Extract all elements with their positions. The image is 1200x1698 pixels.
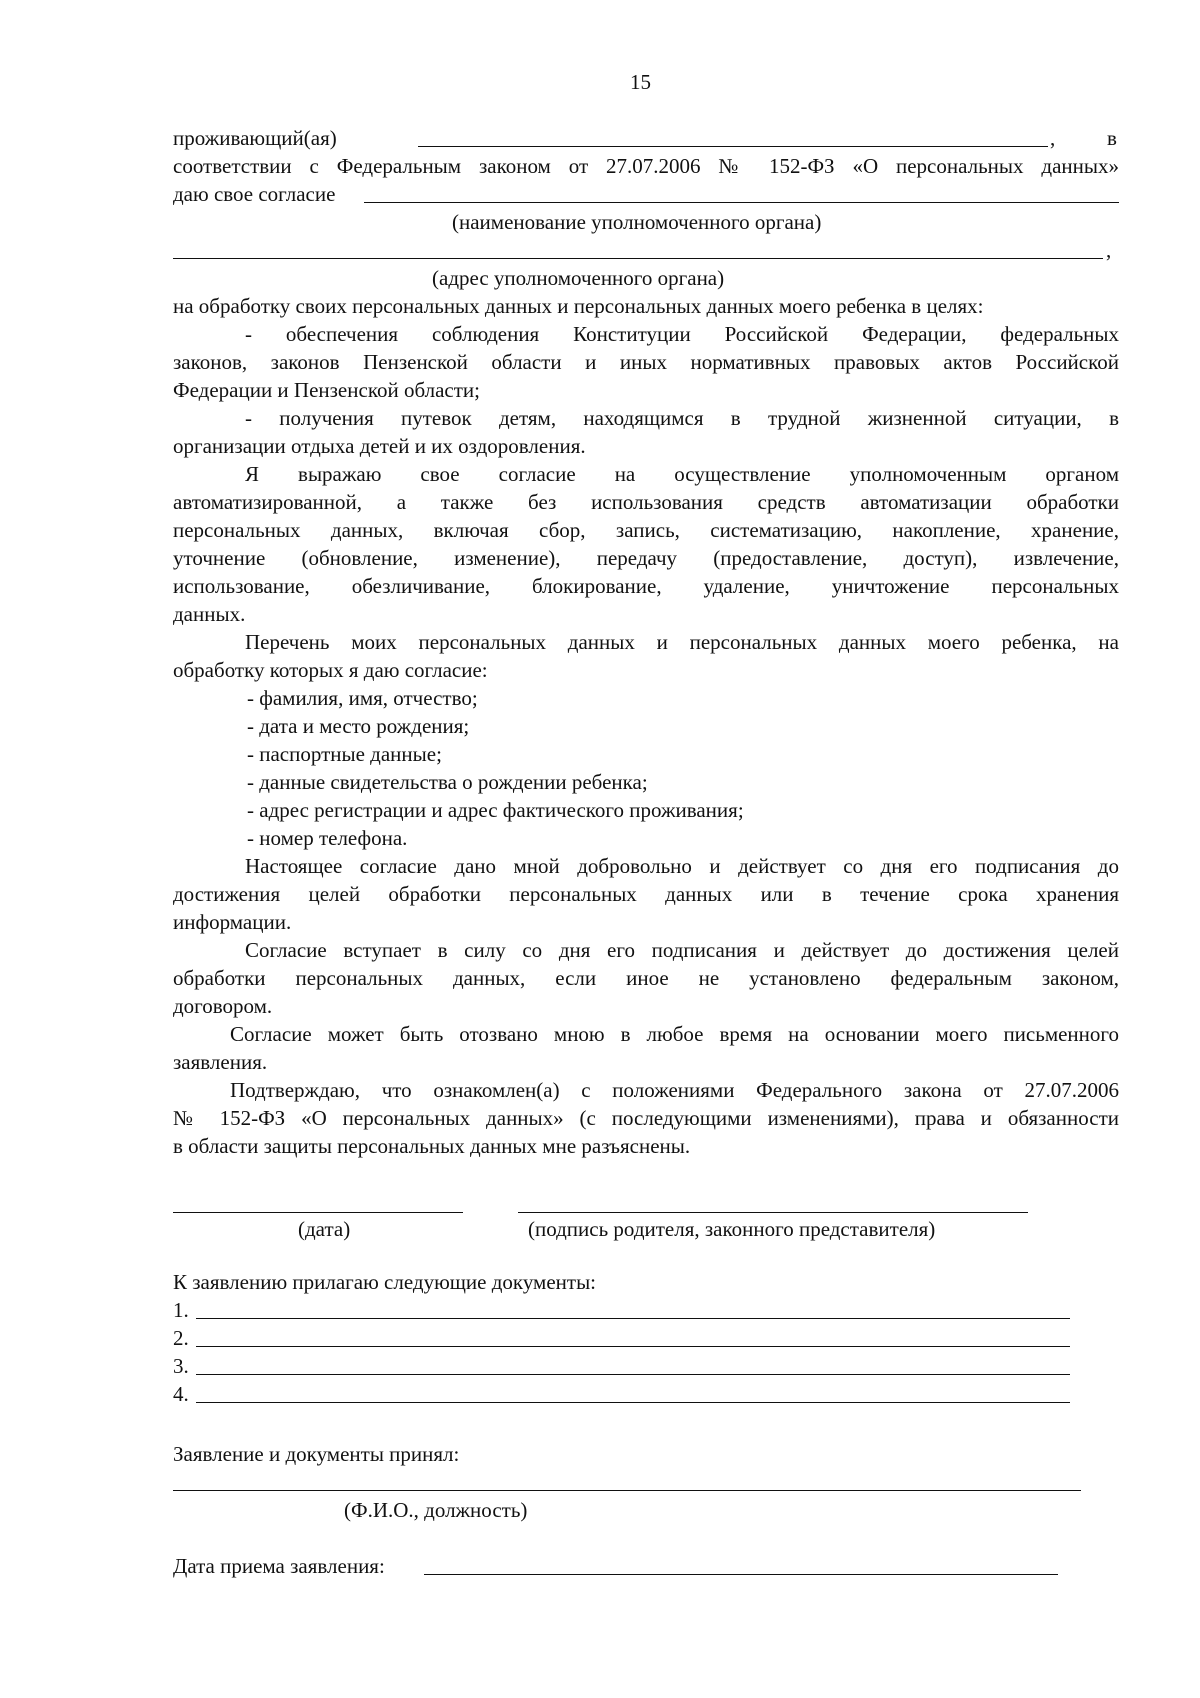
data-list-item: - номер телефона. bbox=[247, 826, 408, 850]
validity-line-3: информации. bbox=[173, 910, 292, 934]
data-list-item: - дата и место рождения; bbox=[247, 714, 470, 738]
authority-address-suffix: , bbox=[1106, 238, 1112, 262]
residing-label: проживающий(ая) bbox=[173, 126, 337, 150]
validity-line-2: достижения целей обработки персональных данных или в течение срока хранения bbox=[173, 882, 1119, 906]
consent-label: даю свое согласие bbox=[173, 182, 336, 206]
effect-line-2: обработки персональных данных, если иное не установлено федеральным законом, bbox=[173, 966, 1119, 990]
acceptor-name-field[interactable] bbox=[173, 1490, 1081, 1491]
attachment-field[interactable] bbox=[196, 1402, 1070, 1403]
data-list-intro-line-2: обработку которых я даю согласие: bbox=[173, 658, 488, 682]
processing-line-4: уточнение (обновление, изменение), передачу (предоставление, доступ), извлечение, bbox=[173, 546, 1119, 570]
acceptance-label: Заявление и документы принял: bbox=[173, 1442, 460, 1466]
page-number: 15 bbox=[630, 70, 651, 94]
effect-line-1: Согласие вступает в силу со дня его подписания и действует до достижения целей bbox=[245, 938, 1119, 962]
consent-line bbox=[173, 180, 1119, 208]
revocation-line-1: Согласие может быть отозвано мною в любое время на основании моего письменного bbox=[230, 1022, 1119, 1046]
authority-name-caption: (наименование уполномоченного органа) bbox=[452, 210, 822, 234]
date-field[interactable] bbox=[173, 1212, 463, 1213]
data-list-intro-line-1: Перечень моих персональных данных и персональных данных моего ребенка, на bbox=[245, 630, 1119, 654]
purpose-1-line-1: - обеспечения соблюдения Конституции Российской Федерации, федеральных bbox=[245, 322, 1119, 346]
purpose-1-line-2: законов, законов Пензенской области и иных нормативных правовых актов Российской bbox=[173, 350, 1119, 374]
purpose-1-line-3: Федерации и Пензенской области; bbox=[173, 378, 480, 402]
processing-line-5: использование, обезличивание, блокирование, удаление, уничтожение персональных bbox=[173, 574, 1119, 598]
attachment-field[interactable] bbox=[196, 1346, 1070, 1347]
attachment-field[interactable] bbox=[196, 1374, 1070, 1375]
residing-line bbox=[173, 124, 1119, 152]
signature-caption: (подпись родителя, законного представителя) bbox=[528, 1217, 936, 1241]
residing-tail: в bbox=[1107, 126, 1117, 150]
confirmation-line-2: № 152-ФЗ «О персональных данных» (с последующими изменениями), права и обязанности bbox=[173, 1106, 1119, 1130]
attachment-number: 2. bbox=[173, 1326, 189, 1350]
processing-line-1: Я выражаю свое согласие на осуществление уполномоченным органом bbox=[245, 462, 1119, 486]
validity-line-1: Настоящее согласие дано мной добровольно и действует со дня его подписания до bbox=[245, 854, 1119, 878]
data-list-item: - адрес регистрации и адрес фактического проживания; bbox=[247, 798, 744, 822]
processing-line-3: персональных данных, включая сбор, запись, систематизацию, накопление, хранение, bbox=[173, 518, 1119, 542]
processing-line-6: данных. bbox=[173, 602, 246, 626]
acceptance-date-field[interactable] bbox=[424, 1574, 1058, 1575]
revocation-line-2: заявления. bbox=[173, 1050, 268, 1074]
authority-address-field[interactable] bbox=[173, 258, 1103, 259]
signature-field[interactable] bbox=[518, 1212, 1028, 1213]
purpose-2-line-2: организации отдыха детей и их оздоровления. bbox=[173, 434, 586, 458]
acceptance-date-label: Дата приема заявления: bbox=[173, 1554, 385, 1578]
attachment-number: 4. bbox=[173, 1382, 189, 1406]
attachments-intro: К заявлению прилагаю следующие документы: bbox=[173, 1270, 597, 1294]
acceptor-caption: (Ф.И.О., должность) bbox=[344, 1498, 528, 1522]
processing-line-2: автоматизированной, а также без использования средств автоматизации обработки bbox=[173, 490, 1119, 514]
data-list-item: - данные свидетельства о рождении ребенка; bbox=[247, 770, 648, 794]
attachment-field[interactable] bbox=[196, 1318, 1070, 1319]
purposes-intro: на обработку своих персональных данных и персональных данных моего ребенка в целях: bbox=[173, 294, 984, 318]
attachment-number: 1. bbox=[173, 1298, 189, 1322]
attachment-number: 3. bbox=[173, 1354, 189, 1378]
effect-line-3: договором. bbox=[173, 994, 273, 1018]
residing-field[interactable] bbox=[418, 146, 1048, 147]
authority-name-field[interactable] bbox=[364, 202, 1119, 203]
purpose-2-line-1: - получения путевок детям, находящимся в трудной жизненной ситуации, в bbox=[245, 406, 1119, 430]
data-list-item: - паспортные данные; bbox=[247, 742, 442, 766]
law-line: соответствии с Федеральным законом от 27.07.2006 № 152-ФЗ «О персональных данных» bbox=[173, 154, 1119, 178]
data-list-item: - фамилия, имя, отчество; bbox=[247, 686, 478, 710]
date-caption: (дата) bbox=[298, 1217, 351, 1241]
confirmation-line-1: Подтверждаю, что ознакомлен(а) с положениями Федерального закона от 27.07.2006 bbox=[230, 1078, 1119, 1102]
authority-address-caption: (адрес уполномоченного органа) bbox=[432, 266, 725, 290]
residing-suffix: , bbox=[1050, 126, 1056, 150]
confirmation-line-3: в области защиты персональных данных мне разъяснены. bbox=[173, 1134, 691, 1158]
